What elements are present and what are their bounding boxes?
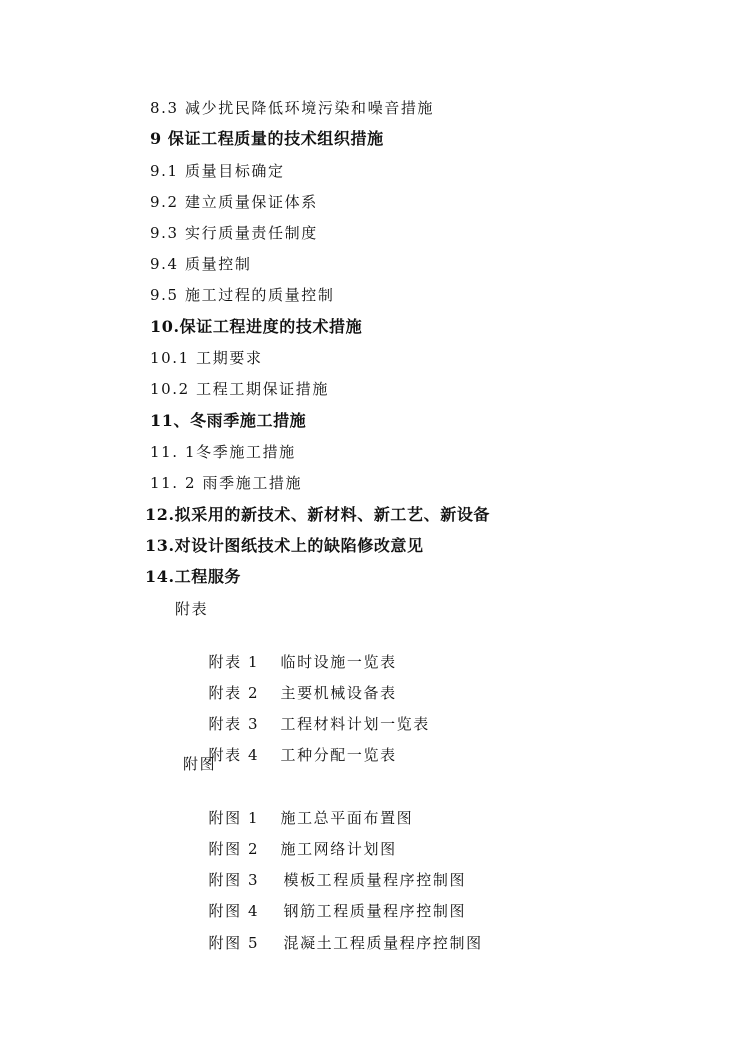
appendix-figure-title: 施工总平面布置图: [280, 809, 414, 827]
toc-item-11-1: 11. 1冬季施工措施: [150, 443, 296, 461]
toc-section-12: 12.拟采用的新技术、新材料、新工艺、新设备: [145, 505, 491, 524]
appendix-figure-row: [183, 847, 467, 889]
appendix-figure-label: 附图 5: [208, 934, 260, 952]
toc-section-9: 9 保证工程质量的技术组织措施: [150, 129, 384, 148]
appendix-table-title: 工程材料计划一览表: [280, 715, 430, 733]
appendix-table-title: 临时设施一览表: [280, 653, 397, 671]
appendix-figure-row: [183, 910, 483, 952]
appendix-table-row: [183, 629, 397, 671]
toc-section-11: 11、冬雨季施工措施: [150, 411, 307, 430]
toc-item-10-2: 10.2 工程工期保证措施: [150, 380, 329, 398]
appendix-table-label: 附表 1: [208, 653, 260, 671]
appendix-figure-title: 混凝土工程质量程序控制图: [283, 934, 483, 952]
appendix-figure-label: 附图 4: [208, 902, 260, 920]
toc-item-10-1: 10.1 工期要求: [150, 349, 263, 367]
appendix-figure-label: 附图 3: [208, 871, 260, 889]
appendix-table-title: 工种分配一览表: [280, 746, 397, 764]
toc-item-9-5: 9.5 施工过程的质量控制: [150, 286, 335, 304]
toc-item-11-2: 11. 2 雨季施工措施: [150, 474, 303, 492]
appendix-figure-title: 施工网络计划图: [280, 840, 397, 858]
toc-item-8-3: 8.3 减少扰民降低环境污染和噪音措施: [150, 99, 435, 117]
appendix-figures-heading: 附图: [183, 755, 217, 773]
appendix-figure-label: 附图 1: [208, 809, 260, 827]
toc-section-13: 13.对设计图纸技术上的缺陷修改意见: [145, 536, 424, 555]
toc-item-9-2: 9.2 建立质量保证体系: [150, 193, 318, 211]
appendix-figure-row: [183, 878, 467, 920]
appendix-figure-title: 模板工程质量程序控制图: [283, 871, 467, 889]
appendix-tables-heading: 附表: [175, 600, 209, 618]
toc-item-9-3: 9.3 实行质量责任制度: [150, 224, 318, 242]
appendix-table-row: [183, 660, 397, 702]
toc-section-14: 14.工程服务: [145, 567, 242, 586]
toc-section-10: 10.保证工程进度的技术措施: [150, 317, 363, 336]
appendix-table-label: 附表 3: [208, 715, 260, 733]
appendix-figure-row: [183, 816, 397, 858]
appendix-figure-title: 钢筋工程质量程序控制图: [283, 902, 467, 920]
appendix-table-label: 附表 4: [208, 746, 260, 764]
appendix-table-row: [183, 691, 430, 733]
toc-item-9-1: 9.1 质量目标确定: [150, 162, 285, 180]
appendix-figure-row: [183, 785, 414, 827]
appendix-table-title: 主要机械设备表: [280, 684, 397, 702]
appendix-figure-label: 附图 2: [208, 840, 260, 858]
toc-item-9-4: 9.4 质量控制: [150, 255, 252, 273]
appendix-table-label: 附表 2: [208, 684, 260, 702]
